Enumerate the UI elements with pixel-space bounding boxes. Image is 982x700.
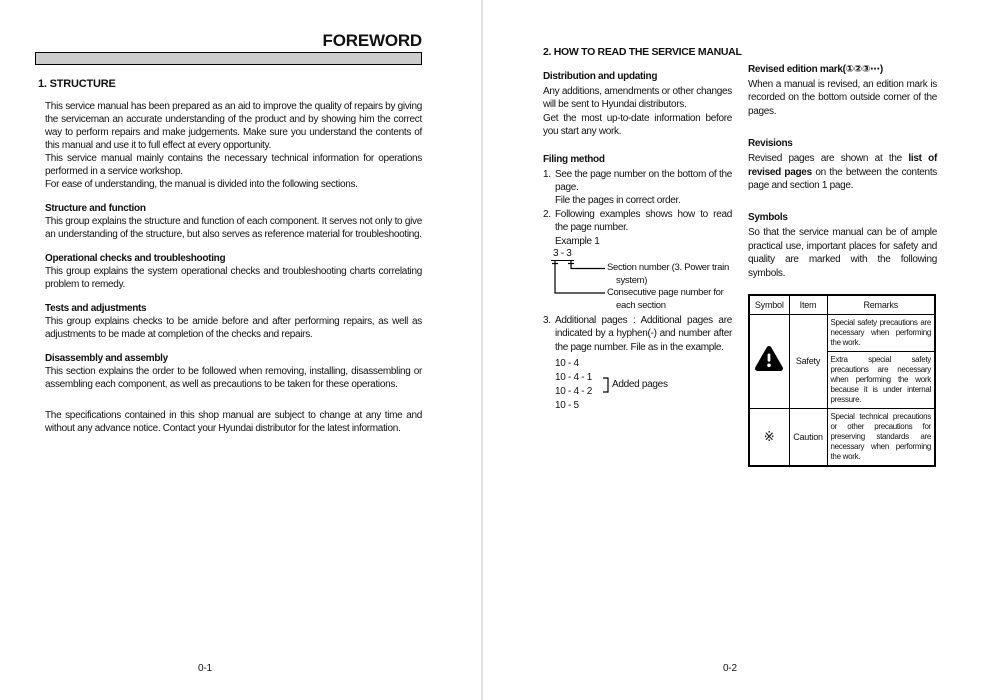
list-number: 2. xyxy=(543,208,551,220)
symbols-body: So that the service manual can be of ample practical use, important places for safety and quality are marked with the following symbols. xyxy=(748,227,937,279)
subsection-heading: Structure and function xyxy=(45,203,146,214)
section-number-label: Section number (3. Power train xyxy=(607,262,729,274)
filing-list-item-1 xyxy=(543,168,732,208)
page-title: FOREWORD xyxy=(322,31,422,50)
structure-paragraph: This service manual has been prepared as an aid to improve the quality of repairs by giving the serviceman an accurate understanding of the product and by showing him the correct way to perform repairs and make judgements. Make sure you understand the contents of this manual and use it to full effect at every opportunity. xyxy=(45,101,422,151)
list-item-text: File the pages in correct order. xyxy=(555,195,681,207)
list-number: 1. xyxy=(543,168,551,180)
list-item-text: Additional pages : Additional pages are indicated by a hyphen(-) and number after the page number. File as in the example. xyxy=(555,315,732,353)
subsection-body: This section explains the order to be followed when removing, installing, disassembling or assembling each component, as well as precautions to be taken for these operations. xyxy=(45,366,422,390)
structure-section-heading: 1. STRUCTURE xyxy=(38,78,116,90)
list-item-text: Following examples shows how to read the page number. xyxy=(555,208,732,234)
list-item-text: See the page number on the bottom of the page. xyxy=(555,168,732,194)
safety-item-cell: Safety xyxy=(789,314,827,408)
column-header-item: Item xyxy=(789,295,827,314)
structure-paragraph: For ease of understanding, the manual is divided into the following sections. xyxy=(45,179,358,190)
symbols-heading: Symbols xyxy=(748,212,788,224)
subsection-body: This group explains checks to be amide before and after performing repairs, as well as adjustments to be made at completion of the checks and repairs. xyxy=(45,316,422,340)
table-header-row xyxy=(749,295,935,314)
example-page: 10 - 5 xyxy=(555,400,579,412)
revisions-body xyxy=(748,152,937,192)
added-pages-example xyxy=(555,357,732,415)
column-header-symbol: Symbol xyxy=(749,295,789,314)
example-page-number: 3 - 3 xyxy=(553,248,572,260)
foreword-content xyxy=(38,78,422,435)
subsection-heading: Tests and adjustments xyxy=(45,303,147,314)
warning-triangle-icon xyxy=(754,345,784,372)
subsection-heading: Disassembly and assembly xyxy=(45,353,168,364)
distribution-paragraph: Any additions, amendments or other changes will be sent to Hyundai distributors. xyxy=(543,86,732,111)
title-underline-bar xyxy=(35,52,422,65)
revisions-heading: Revisions xyxy=(748,138,793,150)
symbols-table xyxy=(748,294,936,467)
revised-edition-heading: Revised edition mark(①②③⋯) xyxy=(748,64,883,75)
subsection-structure-and-function xyxy=(38,203,422,241)
how-to-read-left-column xyxy=(543,46,742,415)
subsection-body: This group explains the system operational checks and troubleshooting charts correlating problem to remedy. xyxy=(45,266,422,290)
revisions-body-bold: list of revised pages xyxy=(748,153,937,178)
table-row-caution xyxy=(749,408,935,466)
structure-paragraph: This service manual mainly contains the necessary technical information for operations performed in a service workshop. xyxy=(45,153,422,177)
how-to-read-title: 2. HOW TO READ THE SERVICE MANUAL xyxy=(543,46,742,58)
table-row-safety-1 xyxy=(749,314,935,351)
safety-remark-2: Extra special safety precautions are necessary when performing the work because it is under internal pressure. xyxy=(827,351,935,408)
subsection-tests-and-adjustments xyxy=(38,303,422,341)
distribution-paragraph: Get the most up-to-date information before you start any work. xyxy=(543,112,732,138)
page-number-left: 0-1 xyxy=(198,663,212,674)
revised-edition-body: When a manual is revised, an edition mark is recorded on the bottom outside corner of the pages. xyxy=(748,79,937,117)
filing-list-item-2 xyxy=(543,208,732,248)
subsection-disassembly-and-assembly xyxy=(38,353,422,391)
safety-symbol-cell xyxy=(749,314,789,408)
example-label: Example 1 xyxy=(555,235,600,247)
section-number-label: system) xyxy=(616,275,648,287)
page-number-example-diagram xyxy=(543,248,732,314)
specifications-notice: The specifications contained in this shop manual are subject to change at any time and without any advance notice. Contact your Hyundai distributor for the latest information. xyxy=(45,410,422,434)
filing-method-heading: Filing method xyxy=(543,153,605,165)
page-how-to-read xyxy=(483,0,982,700)
caution-remark: Special technical precautions or other precautions for preserving standards are necessary when performing the work. xyxy=(827,408,935,466)
example-page: 10 - 4 - 2 xyxy=(555,386,593,398)
consecutive-page-label: each section xyxy=(616,300,666,312)
safety-remark-1: Special safety precautions are necessary when performing the work. xyxy=(827,314,935,351)
subsection-body: This group explains the structure and function of each component. It serves not only to give an understanding of the structure, but also serves as reference material for troubleshooting. xyxy=(45,216,422,240)
subsection-operational-checks xyxy=(38,253,422,291)
added-pages-label: Added pages xyxy=(612,379,668,391)
consecutive-page-label: Consecutive page number for xyxy=(607,287,724,299)
filing-list-item-3 xyxy=(543,314,732,415)
column-header-remarks: Remarks xyxy=(827,295,935,314)
example-page: 10 - 4 xyxy=(555,358,579,370)
page-number-right: 0-2 xyxy=(723,663,737,674)
example-page: 10 - 4 - 1 xyxy=(555,372,593,384)
revisions-body-text: Revised pages are shown at the xyxy=(748,153,909,165)
how-to-read-right-column xyxy=(748,64,937,467)
subsection-heading: Operational checks and troubleshooting xyxy=(45,253,226,264)
page-foreword xyxy=(0,0,481,700)
caution-item-cell: Caution xyxy=(789,408,827,466)
caution-reference-mark: ※ xyxy=(749,408,789,466)
revisions-body-text: on the between the contents page and section 1 page. xyxy=(748,166,938,192)
distribution-heading: Distribution and updating xyxy=(543,71,658,82)
list-number: 3. xyxy=(543,315,551,327)
